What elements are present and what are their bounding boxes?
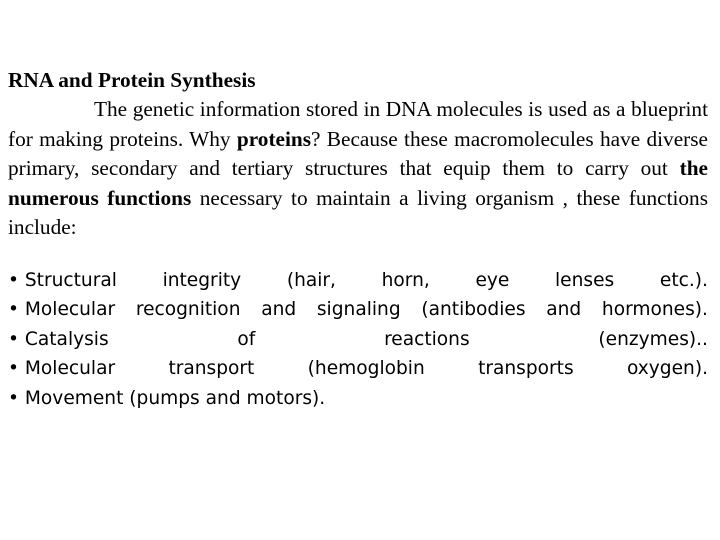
list-item-word: oxygen). — [626, 358, 708, 380]
list-item-word: (hemoglobin — [307, 358, 425, 380]
text-block — [8, 66, 708, 242]
bullet-icon: • — [8, 387, 19, 409]
list-item-word: • Molecular — [8, 299, 116, 321]
list-item-word: transport — [168, 358, 255, 380]
list-item-word: and — [546, 299, 582, 321]
function-list — [8, 266, 708, 413]
list-item — [8, 325, 708, 354]
list-item-text: Movement (pumps and motors). — [24, 387, 326, 409]
list-item-word: • Structural — [8, 270, 117, 291]
list-item-word: reactions — [384, 328, 470, 350]
list-item-word: eye — [475, 270, 510, 291]
list-item-word: recognition — [135, 299, 241, 321]
list-item-word: signaling — [316, 299, 401, 321]
list-item-word: of — [237, 328, 256, 350]
list-item-word: (antibodies — [421, 299, 526, 321]
paragraph-text-2: ? Because these macromolecules have diverse primary, secondary and tertiary structures that equip them to carry out — [8, 126, 708, 181]
paragraph-text-1: The genetic information stored in DNA molecules is used as a blueprint for making proteins. Why — [8, 97, 708, 151]
page-title: RNA and Protein Synthesis — [8, 68, 256, 92]
list-item-word: etc.). — [659, 270, 708, 291]
paragraph-text-3: necessary to maintain a living organism , these functions include: — [8, 185, 708, 240]
list-item-word: horn, — [381, 270, 430, 291]
list-item-word: transports — [478, 358, 574, 380]
paragraph-bold-functions: the numerous functions — [8, 156, 708, 210]
list-item-word: integrity — [162, 270, 242, 291]
paragraph-bold-proteins: proteins — [236, 126, 312, 151]
list-item-word: • Molecular — [8, 358, 116, 380]
list-item-word: (enzymes).. — [598, 328, 708, 350]
list-item — [8, 295, 708, 324]
list-item-word: hormones). — [601, 299, 708, 321]
list-item — [8, 384, 708, 413]
list-item — [8, 354, 708, 383]
list-item-word: (hair, — [286, 270, 336, 291]
list-item-word: • Catalysis — [8, 328, 109, 350]
list-item-word: lenses — [555, 270, 615, 291]
list-item-word: and — [261, 299, 297, 321]
intro-paragraph — [8, 95, 708, 242]
list-item — [8, 266, 708, 295]
